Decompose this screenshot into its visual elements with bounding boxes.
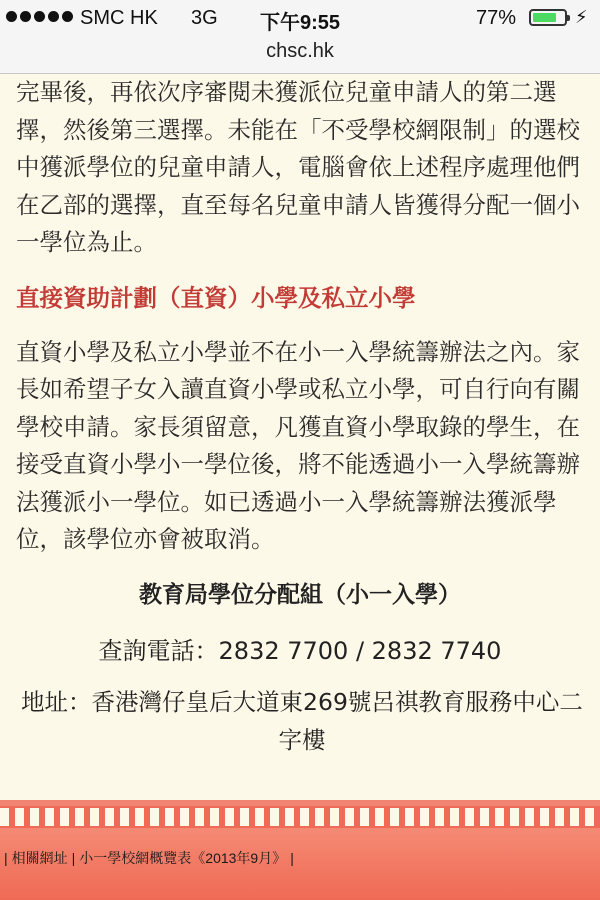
contact-address: 地址：香港灣仔皇后大道東269號呂祺教育服務中心二字樓 (21, 688, 583, 754)
footer-separator: | (290, 850, 294, 866)
paragraph-allocation-process: 完畢後，再依次序審閱未獲派位兒童申請人的第二選擇，然後第三選擇。未能在「不受學校網限制」的選校中獲派學位的兒童申請人，電腦會依上述程序處理他們在乙部的選擇，直至每名兒童申請人皆獲得分配一個小一學位為止。 (16, 78, 580, 256)
footer-decoration (0, 800, 600, 828)
paragraph-dss-private: 直資小學及私立小學並不在小一入學統籌辦法之內。家長如希望子女入讀直資小學或私立小學，可自行向有關學校申請。家長須留意，凡獲直資小學取錄的學生，在接受直資小學小一學位後，將不能透過小一入學統籌辦法獲派小一學位。如已透過小一入學統籌辦法獲派學位，該學位亦會被取消。 (16, 337, 580, 553)
charging-bolt-icon: ⚡ (575, 7, 588, 27)
footer-separator: | (4, 850, 8, 866)
carrier-name: SMC HK (80, 7, 158, 29)
footer-link-related-sites[interactable]: 相關網址 (11, 850, 68, 866)
clock: 下午9:55 (259, 12, 341, 34)
contact-organization: 教育局學位分配組（小一入學） (139, 582, 461, 608)
battery-percentage: 77% (476, 7, 517, 29)
battery-icon (529, 9, 567, 26)
status-bar (0, 0, 600, 38)
footer-separator: | (71, 850, 76, 866)
footer-link-school-net-overview[interactable]: 小一學校網概覽表《2013年9月》 (79, 850, 287, 866)
address-bar[interactable] (0, 38, 600, 74)
section-heading-dss-private: 直接資助計劃（直資）小學及私立小學 (16, 283, 416, 312)
url-text[interactable]: chsc.hk (266, 40, 334, 62)
contact-phone: 查詢電話：2832 7700 / 2832 7740 (98, 637, 502, 665)
footer (0, 828, 600, 900)
article-content (16, 74, 588, 559)
network-type: 3G (191, 7, 218, 29)
battery-level-fill (533, 13, 556, 22)
footer-links (0, 848, 298, 868)
